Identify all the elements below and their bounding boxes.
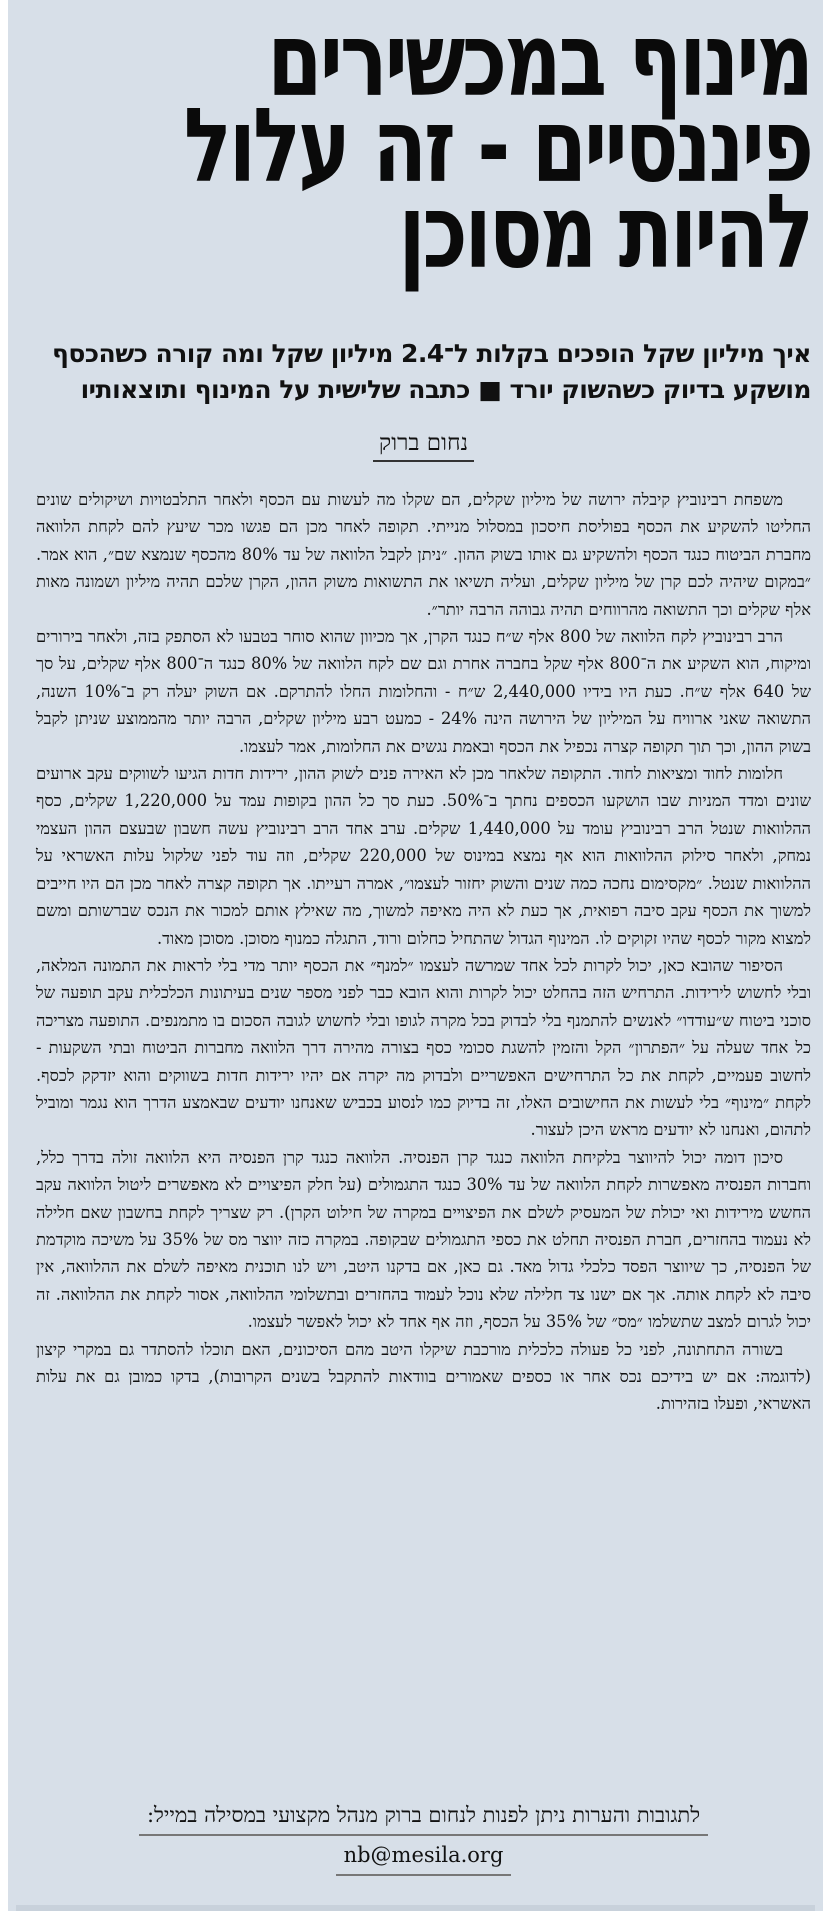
contact-footer — [36, 1796, 811, 1876]
paragraph-6: בשורה התחתונה, לפני כל פעולה כלכלית מורכבת שיקלו היטב מהם הסיכונים, האם תוכלו להסתדר גם במקרי קיצון (לדוגמה: אם יש בידיכם נכס אחר או כספים שאמורים בוודאות להתקבל בשנים הקרובות), בדקו כמובן גם את עלות האשראי, ופעלו בזהירות. — [36, 1339, 811, 1414]
paragraph-1: משפחת רבינוביץ קיבלה ירושה של מיליון שקלים, הם שקלו מה לעשות עם הכסף ולאחר התלבטויות ושיקולים שונים החליטו להשקיע את הכסף בפוליסת חיסכון במסלול מנייתי. תקופה לאחר מכן הם פגשו מכר שיעץ להם לקחת הלוואה מחברת הביטוח כנגד הכסף ולהשקיע גם אותו בשוק ההון. ״ניתן לקבל הלוואה של עד 80% מהכסף שנמצא שם״, הוא אמר. ״במקום שיהיה לכם קרן של מיליון שקלים, ועליה תשיאו את התשואות משוק ההון, הקרן שלכם תהיה מיליון ושמונה מאות אלף שקלים וכך התשואה מהרווחים תהיה גבוהה הרבה יותר״. — [36, 490, 811, 619]
paragraph-2: הרב רבינוביץ לקח הלוואה של 800 אלף ש״ח כנגד הקרן, אך מכיוון שהוא סוחר בטבעו לא הסתפק בזה, ולאחר בירורים ומיקוח, הוא השקיע את ה־800 אלף שקל בחברה אחרת וגם שם לקח הלוואה של 80% כנגד ה־800 אלף שקלים, על סך של 640 אלף ש״ח. כעת היו בידיו 2,440,000 ש״ח - והחלומות החלו להתרקם. אם השוק יעלה רק ב־10% השנה, התשואה שאני ארוויח על המיליון של הירושה הינה 24% - כמעט רבע מיליון שקלים, הרבה יותר מהממוצע שניתן לקבל בשוק ההון, וכך תוך תקופה קצרה נכפיל את הכסף ובאמת נגשים את החלומות, אמר לעצמו. — [36, 627, 811, 756]
headline-line-2: פיננסיים - זה עלול — [183, 87, 812, 206]
paragraph-3: חלומות לחוד ומציאות לחוד. התקופה שלאחר מכן לא האירה פנים לשוק ההון, ירידות חדות הגיעו לשווקים עקב ארועים שונים ומדד המניות שבו הושקעו הכספים נחתך ב־50%. כעת סך כל ההון בקופות עמד על 1,220,000 שקלים, כסף ההלוואות שנטל הרב רבינוביץ עומד על 1,440,000 שקלים. ערב אחד הרב רבינוביץ עשה חשבון שבעצם ההון העצמי נמחק, ולאחר סילוק ההלוואות הוא אף נמצא במינוס של 220,000 שקלים, וזה עוד לפני שלקול עלות האשראי על ההלוואות שנטל. ״מקסימום נחכה כמה שנים והשוק יחזור לעצמו״, אמרה רעייתו. אך תקופה קצרה לאחר מכן הם היו חייבים למשוך את הכסף עקב סיבה רפואית, אך כעת לא היה מאיפה למשוך, מה שאילץ אותם למכור את הנכס שברשותם ומשם למצוא מקור לכסף שהיו זקוקים לו. המינוף הגדול שהתחיל כחלום ורוד, התגלה כמנוף מסוכן. מסוכן מאוד. — [36, 764, 811, 948]
contact-text: לתגובות והערות ניתן לפנות לנחום ברוק מנהל מקצועי במסילה במייל: — [139, 1796, 708, 1836]
subheadline — [36, 336, 811, 408]
author-name: נחום ברוק — [373, 430, 474, 462]
bottom-band — [16, 1905, 815, 1911]
contact-email[interactable]: nb@mesila.org — [336, 1836, 512, 1876]
paragraph-4: הסיפור שהובא כאן, יכול לקרות לכל אחד שמרשה לעצמו ״למנף״ את הכסף יותר מדי בלי לראות את התמונה המלאה, ובלי לחשוש לירידות. התרחיש הזה בהחלט יכול לקרות והוא הובא כבר לפני מספר שנים בעיתונות הכלכלית עקב תופעה של סוכני ביטוח ש״עודדו״ לאנשים להתמנף בלי לבדוק בכל מקרה לגופו ובלי לחשוש לגובה הסכום בו מתמנפים. התופעה מצריכה כל אחד שעלה על ״הפתרון״ הקל והזמין להשגת סכומי כסף בצורה מהירה דרך הלוואה מחברות הביטוח ובתי השקעות - לחשוב פעמיים, לקחת את כל התרחישים האפשריים ולבדוק מה יקרה אם יהיו ירידות חדות בשווקים והוא יזדקק לכסף. לקחת ״מינוף״ בלי לעשות את החישובים האלו, זה בדיוק כמו לנסוע בכביש שאנחנו יודעים שבאמצע הדרך הוא נגמר ומוביל לתהום, ואנחנו לא יודעים מראש היכן לעצור. — [36, 955, 811, 1140]
headline-line-3: להיות מסוכן — [398, 173, 811, 292]
byline — [36, 430, 811, 462]
headline — [37, 1, 812, 292]
article — [36, 1, 812, 1888]
subheadline-line-1: איך מיליון שקל הופכים בקלות ל־2.4 מיליון שקל ומה קורה כשהכסף — [52, 339, 811, 368]
subheadline-line-2: מושקע בדיוק כשהשוק יורד ■ כתבה שלישית על המינוף ותוצאותיו — [80, 375, 811, 404]
paragraph-5: סיכון דומה יכול להיווצר בלקיחת הלוואה כנגד קרן הפנסיה. הלוואה כנגד קרן הפנסיה היא הלוואה זולה בדרך כלל, וחברות הפנסיה מאפשרות לקחת הלוואה של עד 30% כנגד התגמולים (על חלק הפיצויים לא מאפשרים ליטול הלוואה עקב החשש מירידות ואי יכולת של המעסיק לשלם את הפיצויים במקרה של חילוט הקרן). רק שצריך לקחת בחשבון שאם חלילה לא נעמוד בהחזרים, חברת הפנסיה תחלט את כספי התגמולים שבקופה. במקרה כזה יווצר מס של 35% על משיכה מוקדמת של הפנסיה, כך שיווצר הפסד כלכלי גדול מאד. גם כאן, אם בדקנו היטב, ויש לנו תוכנית מאיפה לשלם את ההלוואה, אין סיבה לא לקחת אותה. אך אם ישנו צד חלילה שלא נוכל לעמוד בהחזרים ובתשלומי ההלוואה, אסור לקחת את ההלוואה. זה יכול לגרום למצב שתשלמו ״מס״ של 35% על הכסף, וזה אף אחד לא יכול לאפשר לעצמו. — [36, 1147, 811, 1332]
headline-line-1: מינוף במכשירים — [267, 1, 811, 120]
article-body — [36, 486, 811, 1418]
